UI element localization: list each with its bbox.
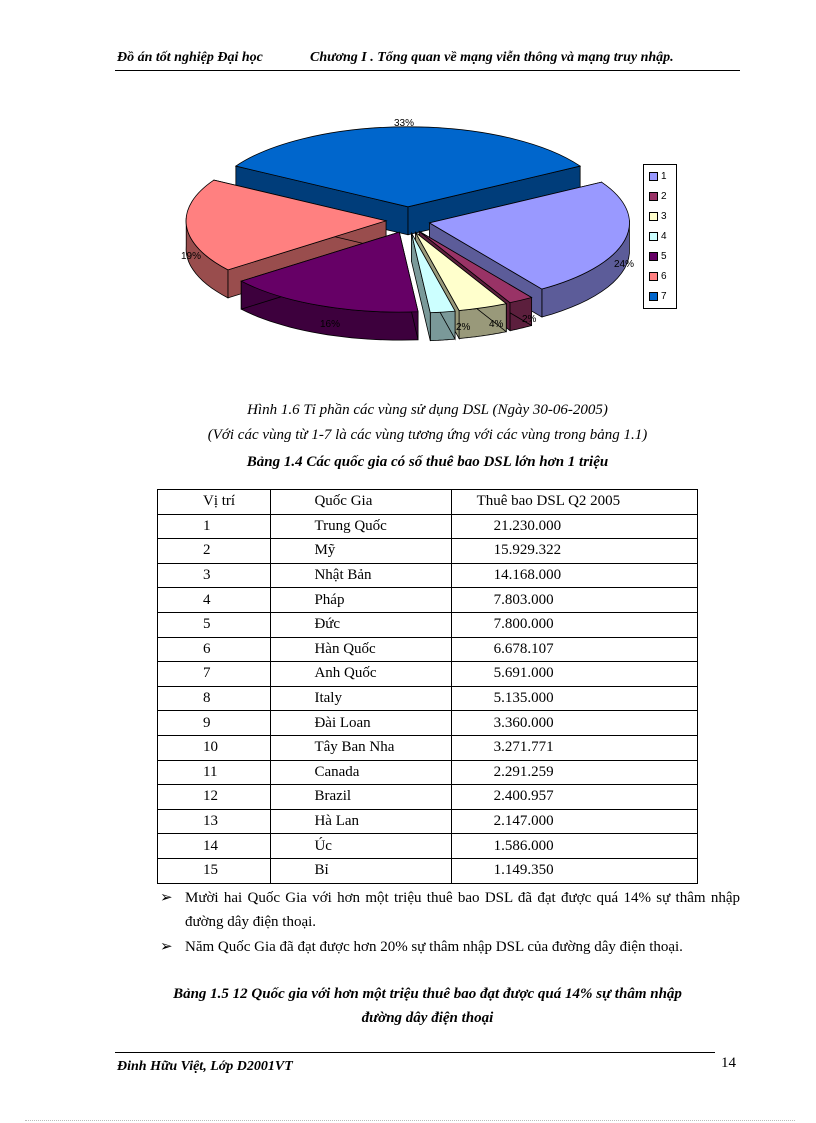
- page-header: [115, 50, 740, 71]
- table-cell: 2.291.259: [451, 760, 697, 785]
- legend-label: 7: [661, 291, 667, 302]
- pie-label-3: 4%: [489, 319, 504, 330]
- table-row: [158, 588, 698, 613]
- table-cell: Anh Quốc: [271, 662, 451, 687]
- table-cell: 21.230.000: [451, 514, 697, 539]
- legend-label: 3: [661, 211, 667, 222]
- figure-note: (Với các vùng từ 1-7 là các vùng tương ứng với các vùng trong bảng 1.1): [207, 427, 648, 443]
- table-cell: Đức: [271, 612, 451, 637]
- table-cell: 15: [158, 858, 271, 883]
- table-body: [158, 514, 698, 883]
- legend-swatch: [649, 172, 658, 181]
- table-header-cell: Vị trí: [158, 490, 271, 515]
- table-cell: 14.168.000: [451, 563, 697, 588]
- table-cell: 14: [158, 834, 271, 859]
- dsl-table: [157, 489, 698, 884]
- bullet-text: Mười hai Quốc Gia với hơn một triệu thuê bao DSL đã đạt được quá 14% sự thâm nhập đường dây điện thoại.: [185, 890, 740, 930]
- page-bottom-edge: [25, 1120, 795, 1121]
- pie-chart-svg: [150, 108, 690, 348]
- table-row: [158, 809, 698, 834]
- table-row: [158, 539, 698, 564]
- table-cell: 4: [158, 588, 271, 613]
- table-cell: 13: [158, 809, 271, 834]
- legend-label: 4: [661, 231, 667, 242]
- legend-label: 6: [661, 271, 667, 282]
- table-cell: 5: [158, 612, 271, 637]
- legend-item-7: [649, 291, 667, 303]
- legend-item-6: [649, 271, 667, 283]
- table-cell: 8: [158, 686, 271, 711]
- legend-label: 5: [661, 251, 667, 262]
- table-cell: 1: [158, 514, 271, 539]
- table-cell: Pháp: [271, 588, 451, 613]
- table-cell: Trung Quốc: [271, 514, 451, 539]
- table-cell: 6.678.107: [451, 637, 697, 662]
- table-cell: 7.803.000: [451, 588, 697, 613]
- legend-swatch: [649, 272, 658, 281]
- table-row: [158, 662, 698, 687]
- table-caption-2-line1: Bảng 1.5 12 Quốc gia với hơn một triệu thuê bao đạt được quá 14% sự thâm nhập: [173, 986, 682, 1002]
- pie-label-5: 16%: [320, 319, 341, 330]
- legend-label: 1: [661, 171, 667, 182]
- table-header-cell: Quốc Gia: [271, 490, 451, 515]
- table-cell: Canada: [271, 760, 451, 785]
- table-row: [158, 563, 698, 588]
- table-row: [158, 785, 698, 810]
- pie-label-7: 33%: [394, 118, 415, 129]
- table-cell: 10: [158, 735, 271, 760]
- table-row: [158, 514, 698, 539]
- table-row: [158, 637, 698, 662]
- table-cell: Bỉ: [271, 858, 451, 883]
- table-cell: Tây Ban Nha: [271, 735, 451, 760]
- table-cell: Úc: [271, 834, 451, 859]
- table-caption: Bảng 1.4 Các quốc gia có số thuê bao DSL lớn hơn 1 triệu: [246, 454, 609, 470]
- table-cell: 6: [158, 637, 271, 662]
- pie-label-4: 2%: [456, 322, 471, 333]
- table-cell: 9: [158, 711, 271, 736]
- page-number: 14: [721, 1055, 736, 1071]
- legend-swatch: [649, 232, 658, 241]
- table-cell: 12: [158, 785, 271, 810]
- legend-item-2: [649, 191, 667, 203]
- table-cell: Mỹ: [271, 539, 451, 564]
- table-row: [158, 711, 698, 736]
- table-cell: Đài Loan: [271, 711, 451, 736]
- bullet-item-1: [160, 886, 740, 934]
- table-cell: 3: [158, 563, 271, 588]
- legend-item-4: [649, 231, 667, 243]
- table-header-cell: Thuê bao DSL Q2 2005: [451, 490, 697, 515]
- legend-swatch: [649, 212, 658, 221]
- table-cell: Nhật Bản: [271, 563, 451, 588]
- table-cell: 1.586.000: [451, 834, 697, 859]
- table-cell: 5.691.000: [451, 662, 697, 687]
- table-cell: 3.360.000: [451, 711, 697, 736]
- table-cell: Italy: [271, 686, 451, 711]
- arrow-bullet-icon: ➢: [160, 939, 173, 955]
- table-cell: 7: [158, 662, 271, 687]
- legend-label: 2: [661, 191, 667, 202]
- header-left: Đồ án tốt nghiệp Đại học: [117, 50, 263, 65]
- table-cell: 5.135.000: [451, 686, 697, 711]
- legend-item-3: [649, 211, 667, 223]
- table-row: [158, 834, 698, 859]
- table-cell: 7.800.000: [451, 612, 697, 637]
- footer-author: Đinh Hữu Việt, Lớp D2001VT: [117, 1059, 293, 1074]
- pie-chart: [150, 108, 690, 348]
- table-row: [158, 686, 698, 711]
- legend-swatch: [649, 252, 658, 261]
- arrow-bullet-icon: ➢: [160, 890, 173, 906]
- pie-label-1: 24%: [614, 259, 635, 270]
- bullet-text: Năm Quốc Gia đã đạt được hơn 20% sự thâm nhập DSL của đường dây điện thoại.: [185, 939, 683, 955]
- chart-legend: [643, 164, 677, 309]
- table-cell: 15.929.322: [451, 539, 697, 564]
- table-cell: 1.149.350: [451, 858, 697, 883]
- legend-swatch: [649, 292, 658, 301]
- pie-label-6: 19%: [181, 251, 202, 262]
- table-cell: Hàn Quốc: [271, 637, 451, 662]
- table-header-row: [158, 490, 698, 515]
- table-row: [158, 858, 698, 883]
- table-cell: 2.147.000: [451, 809, 697, 834]
- footer-divider: [115, 1052, 715, 1053]
- bullet-item-2: [160, 935, 740, 983]
- legend-item-1: [649, 171, 667, 183]
- figure-caption: Hình 1.6 Tỉ phần các vùng sử dụng DSL (Ngày 30-06-2005): [247, 402, 608, 418]
- table-cell: 2: [158, 539, 271, 564]
- table-cell: Brazil: [271, 785, 451, 810]
- table-cell: 2.400.957: [451, 785, 697, 810]
- table-row: [158, 735, 698, 760]
- table-row: [158, 612, 698, 637]
- header-right: Chương I . Tổng quan về mạng viễn thông và mạng truy nhập.: [310, 50, 674, 65]
- table-row: [158, 760, 698, 785]
- legend-item-5: [649, 251, 667, 263]
- table-cell: 11: [158, 760, 271, 785]
- table-cell: Hà Lan: [271, 809, 451, 834]
- table-cell: 3.271.771: [451, 735, 697, 760]
- pie-label-2: 2%: [522, 314, 537, 325]
- legend-swatch: [649, 192, 658, 201]
- table-caption-2-line2: đường dây điện thoại: [361, 1010, 494, 1026]
